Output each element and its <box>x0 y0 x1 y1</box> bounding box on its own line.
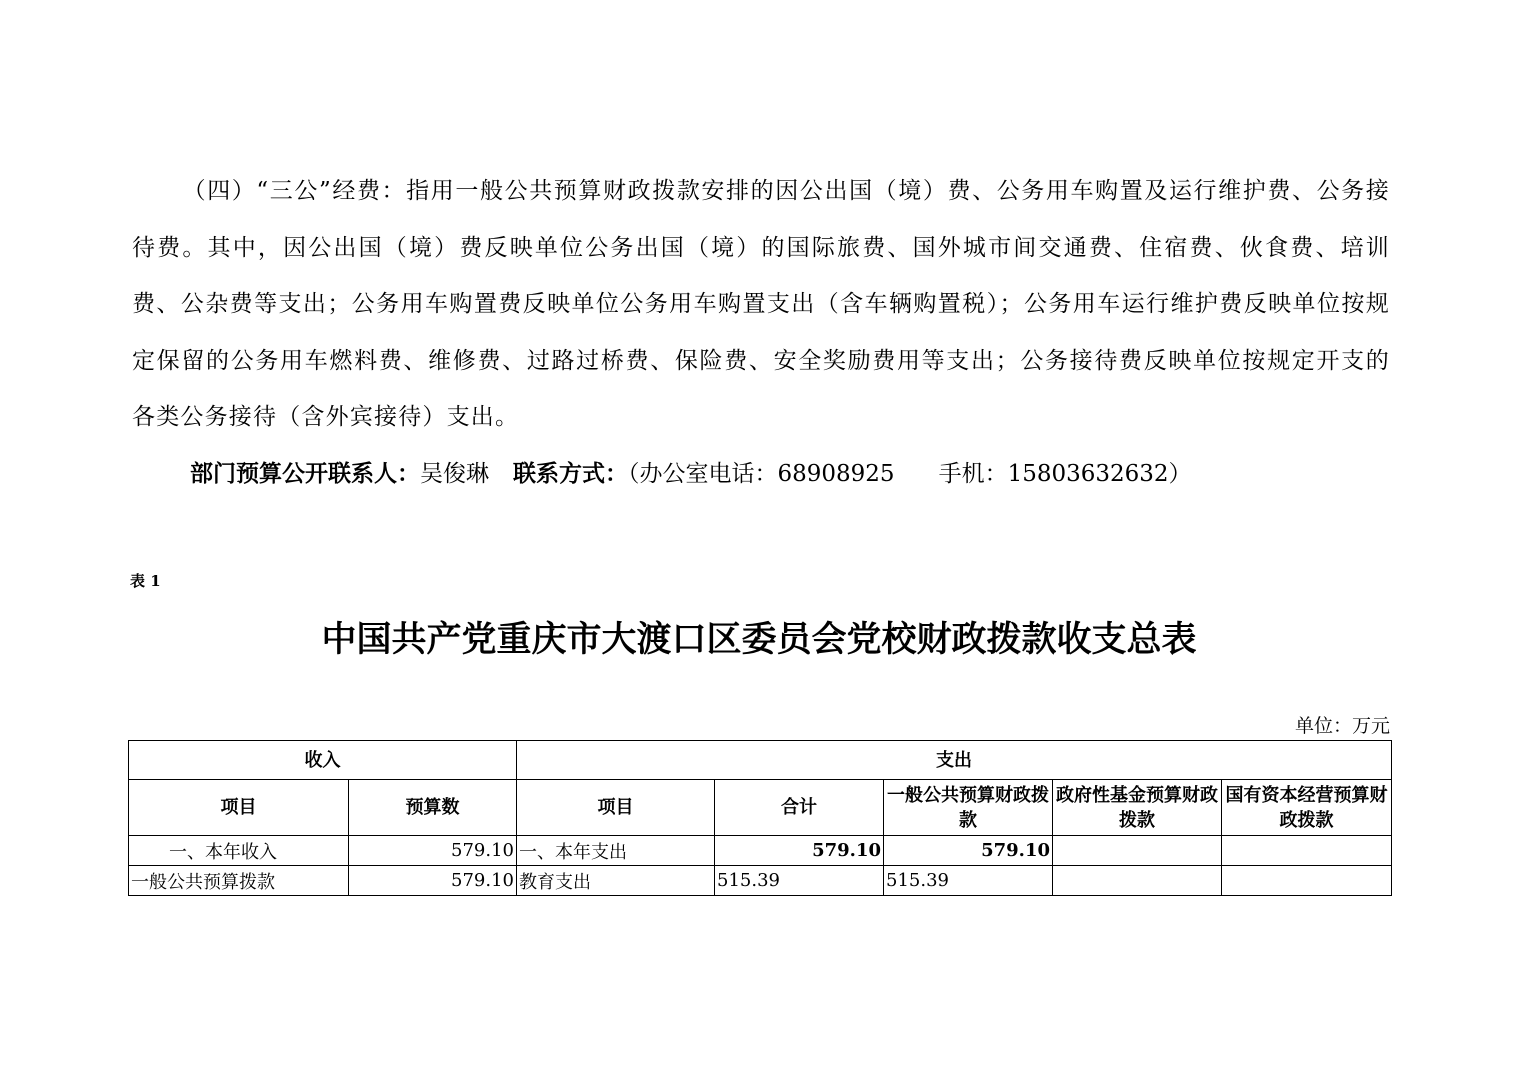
cell-income-item: 一、本年收入 <box>129 836 349 866</box>
table-title: 中国共产党重庆市大渡口区委员会党校财政拨款收支总表 <box>321 620 1197 660</box>
col-header-income-item: 项目 <box>129 780 349 836</box>
col-header-state-capital: 国有资本经营预算财政拨款 <box>1222 780 1392 836</box>
cell-total: 579.10 <box>715 836 884 866</box>
budget-table <box>128 740 1392 896</box>
cell-general-budget: 515.39 <box>884 866 1053 896</box>
cell-expense-item: 一、本年支出 <box>517 836 715 866</box>
col-header-gov-fund: 政府性基金预算财政拨款 <box>1053 780 1222 836</box>
cell-state-capital <box>1222 836 1392 866</box>
table-row <box>129 836 1392 866</box>
col-header-total: 合计 <box>715 780 884 836</box>
cell-gov-fund <box>1053 866 1222 896</box>
cell-state-capital <box>1222 866 1392 896</box>
income-group-header: 收入 <box>129 741 517 780</box>
contact-line <box>190 446 1390 502</box>
cell-expense-item: 教育支出 <box>517 866 715 896</box>
mobile-phone: 手机：15803632632） <box>938 461 1192 487</box>
cell-gov-fund <box>1053 836 1222 866</box>
cell-budget-amount: 579.10 <box>349 836 517 866</box>
column-header-row <box>129 780 1392 836</box>
col-header-expense-item: 项目 <box>517 780 715 836</box>
contact-person-label: 部门预算公开联系人： <box>190 460 420 487</box>
col-header-budget-amount: 预算数 <box>349 780 517 836</box>
office-phone: （办公室电话：68908925 <box>628 461 895 487</box>
expense-group-header: 支出 <box>517 741 1392 780</box>
col-header-general-budget: 一般公共预算财政拨款 <box>884 780 1053 836</box>
group-header-row <box>129 741 1392 780</box>
cell-total: 515.39 <box>715 866 884 896</box>
cell-budget-amount: 579.10 <box>349 866 517 896</box>
contact-person: 吴俊琳 <box>420 461 489 487</box>
contact-method-label: 联系方式： <box>513 460 628 487</box>
budget-explanation-paragraph: （四）“三公”经费：指用一般公共预算财政拨款安排的因公出国（境）费、公务用车购置及运行维护费、公务接待费。其中，因公出国（境）费反映单位公务出国（境）的国际旅费、国外城市间交通费、住宿费、伙食费、培训费、公杂费等支出；公务用车购置费反映单位公务用车购置支出（含车辆购置税）；公务用车运行维护费反映单位按规定保留的公务用车燃料费、维修费、过路过桥费、保险费、安全奖励费用等支出；公务接待费反映单位按规定开支的各类公务接待（含外宾接待）支出。 <box>132 178 1390 430</box>
table-row <box>129 866 1392 896</box>
cell-income-item: 一般公共预算拨款 <box>129 866 349 896</box>
unit-label: 单位：万元 <box>1294 715 1390 737</box>
cell-general-budget: 579.10 <box>884 836 1053 866</box>
table-number: 表 1 <box>130 572 161 590</box>
